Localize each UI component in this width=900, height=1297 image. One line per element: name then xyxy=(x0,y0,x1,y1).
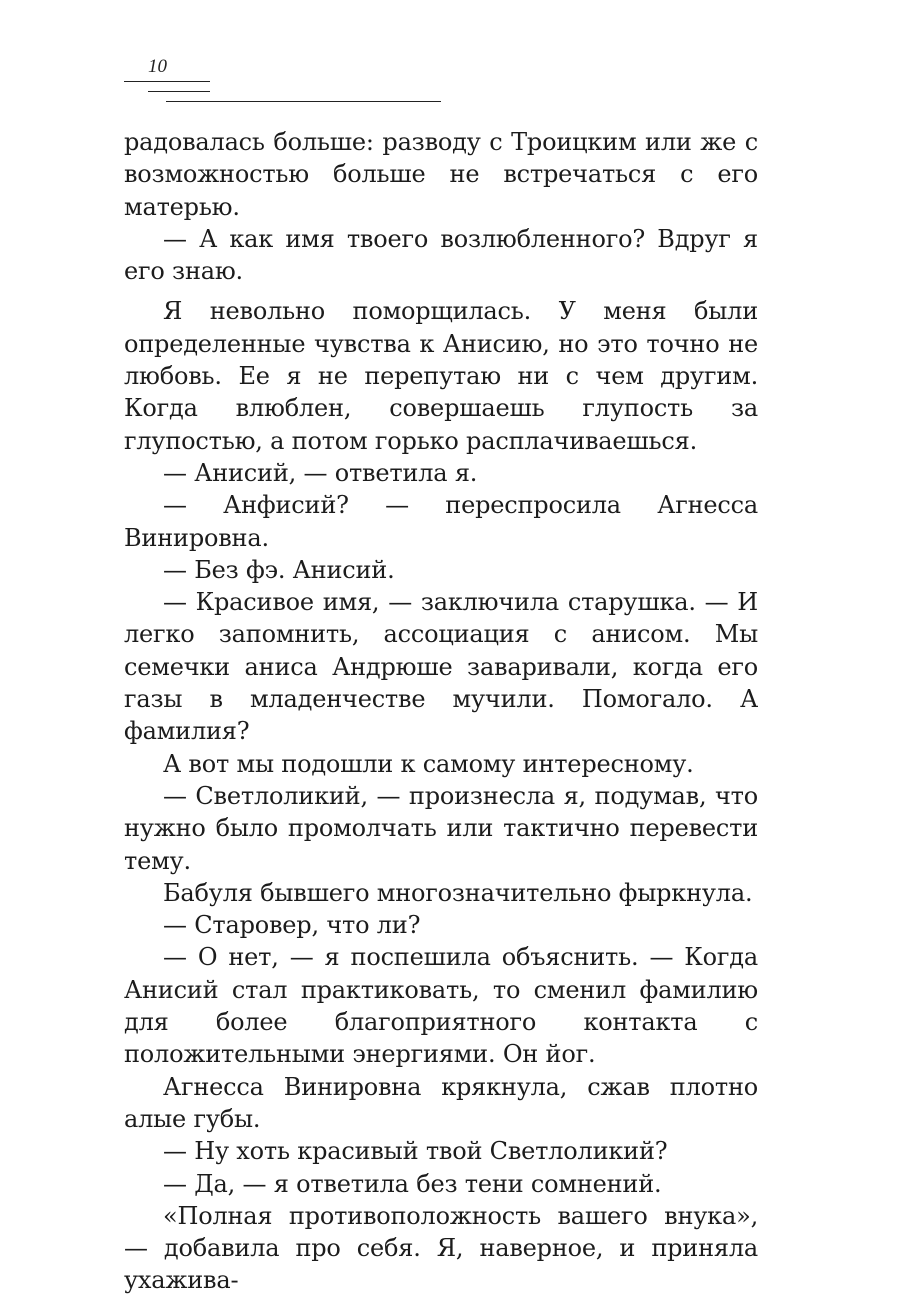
paragraph: «Полная противоположность вашего внука», — добавила про себя. Я, наверное, и приняла ухажива- xyxy=(124,1201,758,1295)
text-body xyxy=(124,126,758,1297)
paragraph: Я невольно поморщилась. У меня были определенные чувства к Анисию, но это точно не любовь. Ее я не перепутаю ни с чем другим. Когда влюблен, совершаешь глупость за глупостью, а потом горько расплачиваешься. xyxy=(124,297,758,455)
paragraph: — О нет, — я поспешила объяснить. — Когда Анисий стал практиковать, то сменил фамилию для более благоприятного контакта с положительными энергиями. Он йог. xyxy=(124,943,758,1069)
paragraph: — Красивое имя, — заключила старушка. — И легко запомнить, ассоциация с анисом. Мы семечки аниса Андрюше заваривали, когда его газы в младенчестве мучили. Помогало. А фамилия? xyxy=(124,588,758,746)
paragraph: — Да, — я ответила без тени сомнений. xyxy=(163,1169,662,1198)
paragraph: — Ну хоть красивый твой Светлоликий? xyxy=(163,1137,668,1166)
paragraph: А вот мы подошли к самому интересному. xyxy=(163,749,694,778)
header-rule-bottom xyxy=(166,101,441,102)
paragraph: — Светлоликий, — произнесла я, подумав, что нужно было промолчать или тактично перевести тему. xyxy=(124,781,758,875)
paragraph: — Без фэ. Анисий. xyxy=(163,555,395,584)
paragraph: — Анфисий? — переспросила Агнесса Винировна. xyxy=(124,491,758,552)
paragraph: Агнесса Винировна крякнула, сжав плотно алые губы. xyxy=(124,1072,758,1133)
paragraph: — Старовер, что ли? xyxy=(163,911,421,940)
page-number: 10 xyxy=(148,56,167,77)
paragraph: Бабуля бывшего многозначительно фыркнула. xyxy=(163,878,753,907)
paragraph: — А как имя твоего возлюбленного? Вдруг я его знаю. xyxy=(124,224,758,286)
header-rule-middle xyxy=(148,91,210,92)
paragraph: радовалась больше: разводу с Троицким или же с возможностью больше не встречаться с его матерью. xyxy=(124,128,758,221)
paragraph: — Анисий, — ответила я. xyxy=(163,458,478,487)
header-rule-top xyxy=(124,81,210,82)
